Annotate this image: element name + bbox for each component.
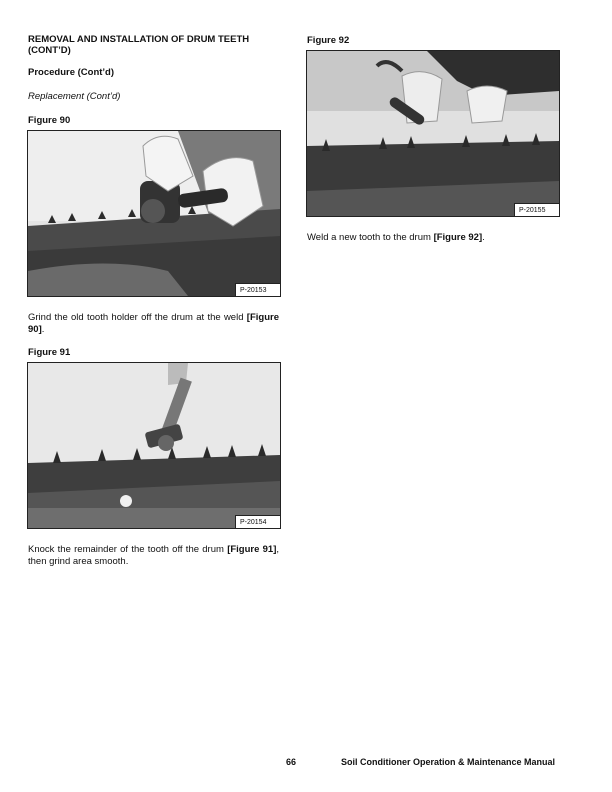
grinding-photo-image <box>28 131 280 296</box>
figure-91-caption-text: Knock the remainder of the tooth off the drum <box>28 544 224 555</box>
section-title-line2: (CONT’D) <box>28 44 71 56</box>
figure-91-label: Figure 91 <box>28 347 71 358</box>
figure-92-caption-text: Weld a new tooth to the drum <box>307 232 434 243</box>
figure-90-photo-id: P-20153 <box>235 283 280 296</box>
figure-91-photo <box>27 362 281 529</box>
figure-92-photo-id: P-20155 <box>514 203 559 216</box>
welding-photo-image <box>307 51 559 216</box>
section-title-line1: REMOVAL AND INSTALLATION OF DRUM TEETH <box>28 34 250 45</box>
figure-91-caption <box>28 544 279 568</box>
figure-90-caption-ref: [Figure 90] <box>28 312 279 335</box>
replacement-subheading: Replacement (Cont’d) <box>28 91 121 102</box>
figure-90-photo <box>27 130 281 297</box>
figure-90-label: Figure 90 <box>28 115 71 126</box>
figure-90-caption <box>28 312 279 336</box>
figure-92-caption-ref: [Figure 92] <box>433 232 483 243</box>
page-number: 66 <box>286 757 297 767</box>
hammer-photo-image <box>28 363 280 528</box>
figure-91-caption-tail: , then grind area smooth. <box>28 544 280 567</box>
figure-91-caption-ref: [Figure 91] <box>227 544 277 555</box>
figure-92-label: Figure 92 <box>307 35 350 46</box>
figure-92-caption <box>307 232 558 244</box>
figure-92-caption-tail: . <box>482 232 485 243</box>
manual-title: Soil Conditioner Operation & Maintenance Manual <box>341 757 556 767</box>
figure-90-caption-text: Grind the old tooth holder off the drum at the weld <box>28 312 244 323</box>
section-title <box>28 35 278 56</box>
figure-91-photo-id: P-20154 <box>235 515 280 528</box>
procedure-heading: Procedure (Cont’d) <box>28 67 115 78</box>
figure-90-caption-tail: . <box>41 324 45 335</box>
figure-92-photo <box>306 50 560 217</box>
